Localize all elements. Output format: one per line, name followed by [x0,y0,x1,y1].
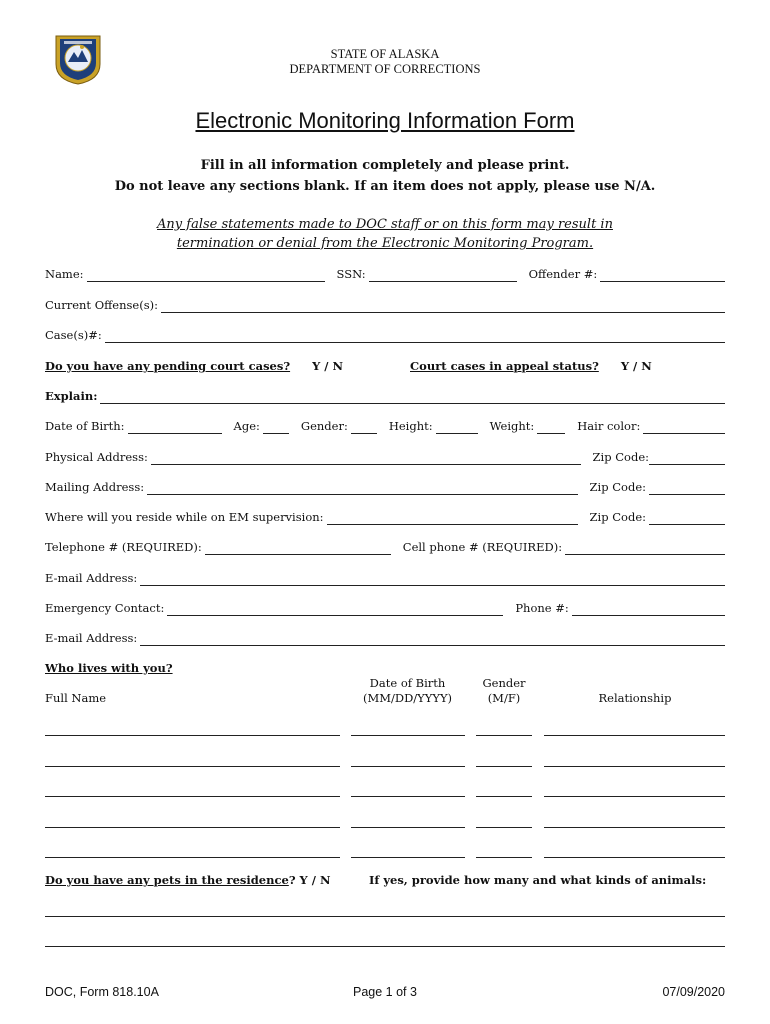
explain-field[interactable] [100,390,725,404]
name-field[interactable] [87,268,325,282]
physical-address-label: Physical Address: [45,450,148,464]
phone-label: Phone #: [515,601,569,615]
weight-label: Weight: [489,419,535,433]
household-name-field[interactable] [45,827,340,828]
household-gender-field[interactable] [476,735,532,736]
height-field[interactable] [436,420,478,434]
household-relationship-field[interactable] [544,857,725,858]
household-name-field[interactable] [45,796,340,797]
ssn-label: SSN: [336,267,366,281]
col-dob-line-1: Date of Birth [369,676,446,690]
household-gender-field[interactable] [476,796,532,797]
gender-field[interactable] [351,420,377,434]
household-name-field[interactable] [45,766,340,767]
pets-question: Do you have any pets in the residence [45,873,289,887]
zip-code-field-3[interactable] [649,511,725,525]
household-gender-field[interactable] [476,766,532,767]
zip-code-field-1[interactable] [649,451,725,465]
telephone-field[interactable] [205,541,391,555]
dob-field[interactable] [128,420,222,434]
col-gender-line-1: Gender [482,676,526,690]
warning-line-1: Any false statements made to DOC staff or on this form may result in [157,217,613,232]
household-dob-field[interactable] [351,735,465,736]
em-residence-label: Where will you reside while on EM supervision: [45,510,324,524]
current-offense-field[interactable] [161,299,725,313]
household-relationship-field[interactable] [544,827,725,828]
gender-label: Gender: [300,419,348,433]
age-label: Age: [233,419,260,433]
zip-code-label-1: Zip Code: [592,450,649,464]
header-state: STATE OF ALASKA [330,47,440,61]
pets-yn[interactable]: ? Y / N [288,873,331,887]
footer-date: 07/09/2020 [662,985,725,999]
zip-code-field-2[interactable] [649,481,725,495]
zip-code-label-3: Zip Code: [589,510,646,524]
footer-page-number: Page 1 of 3 [353,985,417,999]
household-dob-field[interactable] [351,857,465,858]
email-label-1: E-mail Address: [45,571,138,585]
household-gender-field[interactable] [476,857,532,858]
household-name-field[interactable] [45,857,340,858]
age-field[interactable] [263,420,289,434]
pets-line-1[interactable] [45,916,725,917]
header-department: DEPARTMENT OF CORRECTIONS [289,62,481,76]
hair-color-field[interactable] [643,420,725,434]
col-dob-line-2: (MM/DD/YYYY) [362,691,453,705]
household-relationship-field[interactable] [544,735,725,736]
col-relationship: Relationship [598,691,672,705]
pets-line-2[interactable] [45,946,725,947]
form-title: Electronic Monitoring Information Form [195,108,575,133]
instruction-line-2: Do not leave any sections blank. If an item does not apply, please use N/A. [114,179,656,194]
household-relationship-field[interactable] [544,796,725,797]
dob-label: Date of Birth: [45,419,125,433]
pending-cases-yn[interactable]: Y / N [312,359,344,373]
weight-field[interactable] [537,420,565,434]
pending-cases-question: Do you have any pending court cases? [45,359,291,373]
instruction-line-1: Fill in all information completely and please print. [200,158,570,173]
explain-label: Explain: [45,389,98,403]
col-gender-line-2: (M/F) [487,691,521,705]
email-label-2: E-mail Address: [45,631,138,645]
ssn-field[interactable] [369,268,517,282]
cell-phone-label: Cell phone # (REQUIRED): [402,540,563,554]
household-dob-field[interactable] [351,796,465,797]
household-gender-field[interactable] [476,827,532,828]
em-residence-field[interactable] [327,511,578,525]
mailing-address-label: Mailing Address: [45,480,145,494]
household-dob-field[interactable] [351,827,465,828]
offender-label: Offender #: [528,267,598,281]
emergency-contact-field[interactable] [167,602,503,616]
phone-field[interactable] [572,602,725,616]
telephone-label: Telephone # (REQUIRED): [45,540,202,554]
household-relationship-field[interactable] [544,766,725,767]
household-heading: Who lives with you? [45,661,173,675]
mailing-address-field[interactable] [147,481,577,495]
cases-label: Case(s)#: [45,328,102,342]
emergency-contact-label: Emergency Contact: [45,601,165,615]
physical-address-field[interactable] [151,451,581,465]
hair-color-label: Hair color: [577,419,641,433]
cell-phone-field[interactable] [565,541,725,555]
pets-followup-label: If yes, provide how many and what kinds of animals: [369,873,707,887]
warning-line-2: termination or denial from the Electronic Monitoring Program. [176,236,594,251]
footer-form-id: DOC, Form 818.10A [45,985,159,999]
appeal-status-yn[interactable]: Y / N [620,359,652,373]
cases-field[interactable] [105,329,725,343]
offender-field[interactable] [600,268,725,282]
email-field-1[interactable] [140,572,725,586]
name-label: Name: [45,267,84,281]
col-full-name: Full Name [45,691,107,705]
height-label: Height: [388,419,433,433]
appeal-status-question: Court cases in appeal status? [410,359,599,373]
zip-code-label-2: Zip Code: [589,480,646,494]
current-offense-label: Current Offense(s): [45,298,158,312]
email-field-2[interactable] [140,632,725,646]
household-name-field[interactable] [45,735,340,736]
household-dob-field[interactable] [351,766,465,767]
